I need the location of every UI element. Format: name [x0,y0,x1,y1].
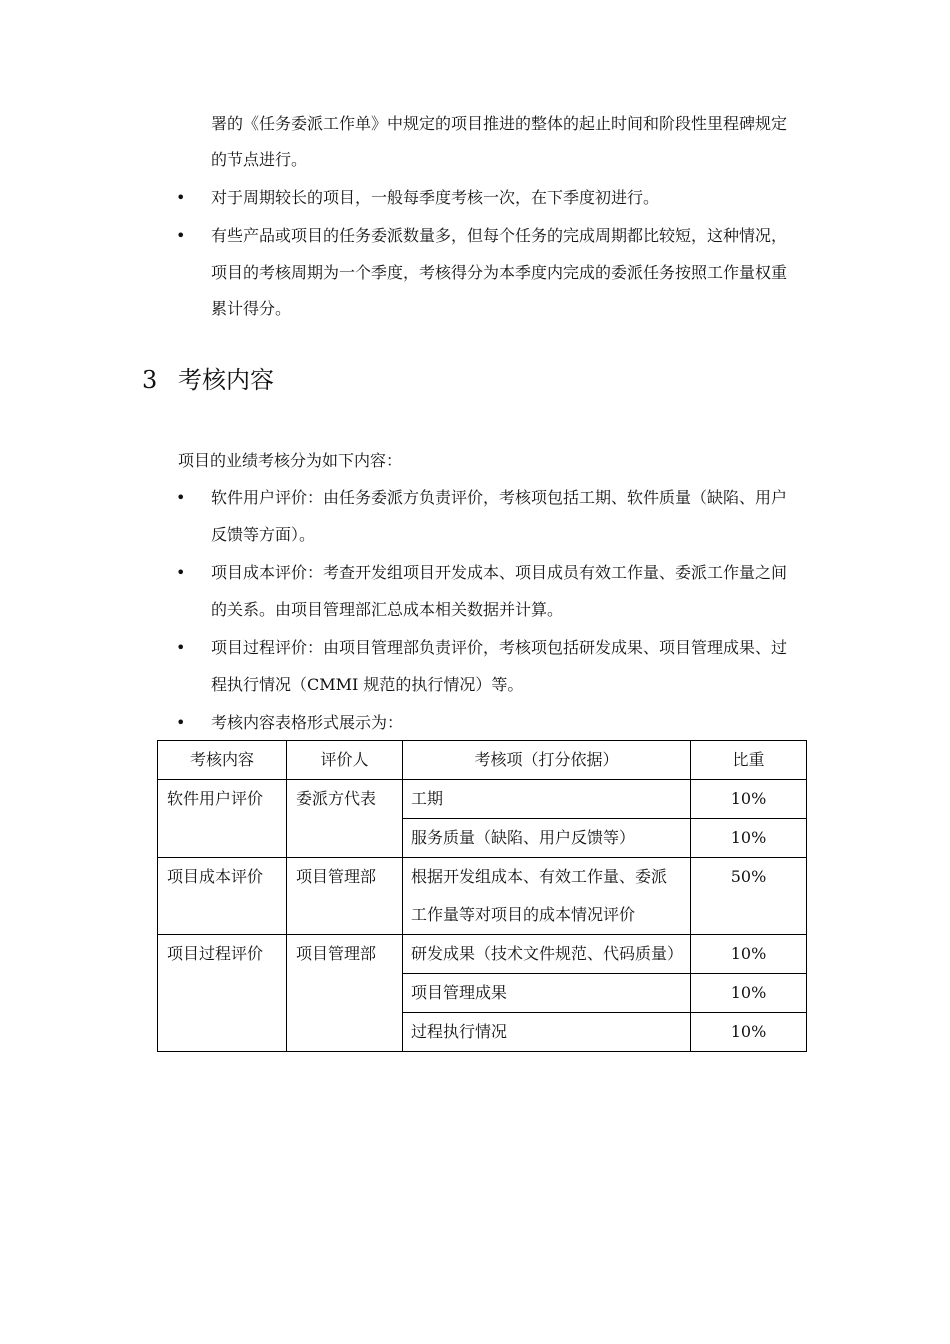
bullet-icon: • [176,638,186,657]
table-row [158,780,807,819]
table-header-row [158,741,807,780]
bullet-icon: • [176,488,186,507]
bullet-text: 对于周期较长的项目，一般每季度考核一次，在下季度初进行。 [211,188,660,207]
weight-cell: 10% [691,935,807,974]
weight-cell: 10% [691,1013,807,1052]
item-cell [403,858,691,935]
weight-cell: 10% [691,974,807,1013]
item-cell: 过程执行情况 [403,1013,691,1052]
weight-cell: 10% [691,819,807,858]
evaluator-cell: 项目管理部 [287,935,403,1052]
item-cell: 项目管理成果 [403,974,691,1013]
paragraph-line: 的节点进行。 [211,150,308,169]
bullet-text: 软件用户评价：由任务委派方负责评价，考核项包括工期、软件质量（缺陷、用户 [211,488,788,507]
item-cell-line: 根据开发组成本、有效工作量、委派 [411,867,668,886]
category-cell: 项目成本评价 [158,858,287,935]
evaluator-cell: 项目管理部 [287,858,403,935]
header-evaluator: 评价人 [287,741,403,780]
weight-cell: 50% [691,858,807,935]
section-heading [142,364,274,396]
category-cell: 项目过程评价 [158,935,287,1052]
bullet-text: 考核内容表格形式展示为： [211,713,404,732]
header-item: 考核项（打分依据） [403,741,691,780]
bullet-text: 有些产品或项目的任务委派数量多，但每个任务的完成周期都比较短，这种情况， [211,226,788,245]
evaluator-cell: 委派方代表 [287,780,403,858]
paragraph-line: 署的《任务委派工作单》中规定的项目推进的整体的起止时间和阶段性里程碑规定 [211,114,788,133]
section-title: 考核内容 [178,366,274,394]
bullet-icon: • [176,188,186,207]
table-row [158,935,807,974]
category-cell: 软件用户评价 [158,780,287,858]
section-intro: 项目的业绩考核分为如下内容： [178,451,403,470]
bullet-text: 的关系。由项目管理部汇总成本相关数据并计算。 [211,600,564,619]
bullet-text: 项目过程评价：由项目管理部负责评价，考核项包括研发成果、项目管理成果、过 [211,638,788,657]
table-row [158,858,807,935]
section-number: 3 [142,366,158,394]
item-cell: 服务质量（缺陷、用户反馈等） [403,819,691,858]
header-category: 考核内容 [158,741,287,780]
bullet-text: 项目的考核周期为一个季度，考核得分为本季度内完成的委派任务按照工作量权重 [211,263,788,282]
assessment-table [157,740,807,1052]
bullet-text: 反馈等方面）。 [211,525,316,544]
bullet-text: 项目成本评价：考查开发组项目开发成本、项目成员有效工作量、委派工作量之间 [211,563,788,582]
item-cell-line: 工作量等对项目的成本情况评价 [411,905,636,924]
bullet-icon: • [176,713,186,732]
weight-cell: 10% [691,780,807,819]
bullet-text: 累计得分。 [211,299,292,318]
bullet-icon: • [176,563,186,582]
item-cell: 研发成果（技术文件规范、代码质量） [403,935,691,974]
bullet-text: 程执行情况（CMMI 规范的执行情况）等。 [211,675,524,694]
bullet-icon: • [176,226,186,245]
header-weight: 比重 [691,741,807,780]
item-cell: 工期 [403,780,691,819]
